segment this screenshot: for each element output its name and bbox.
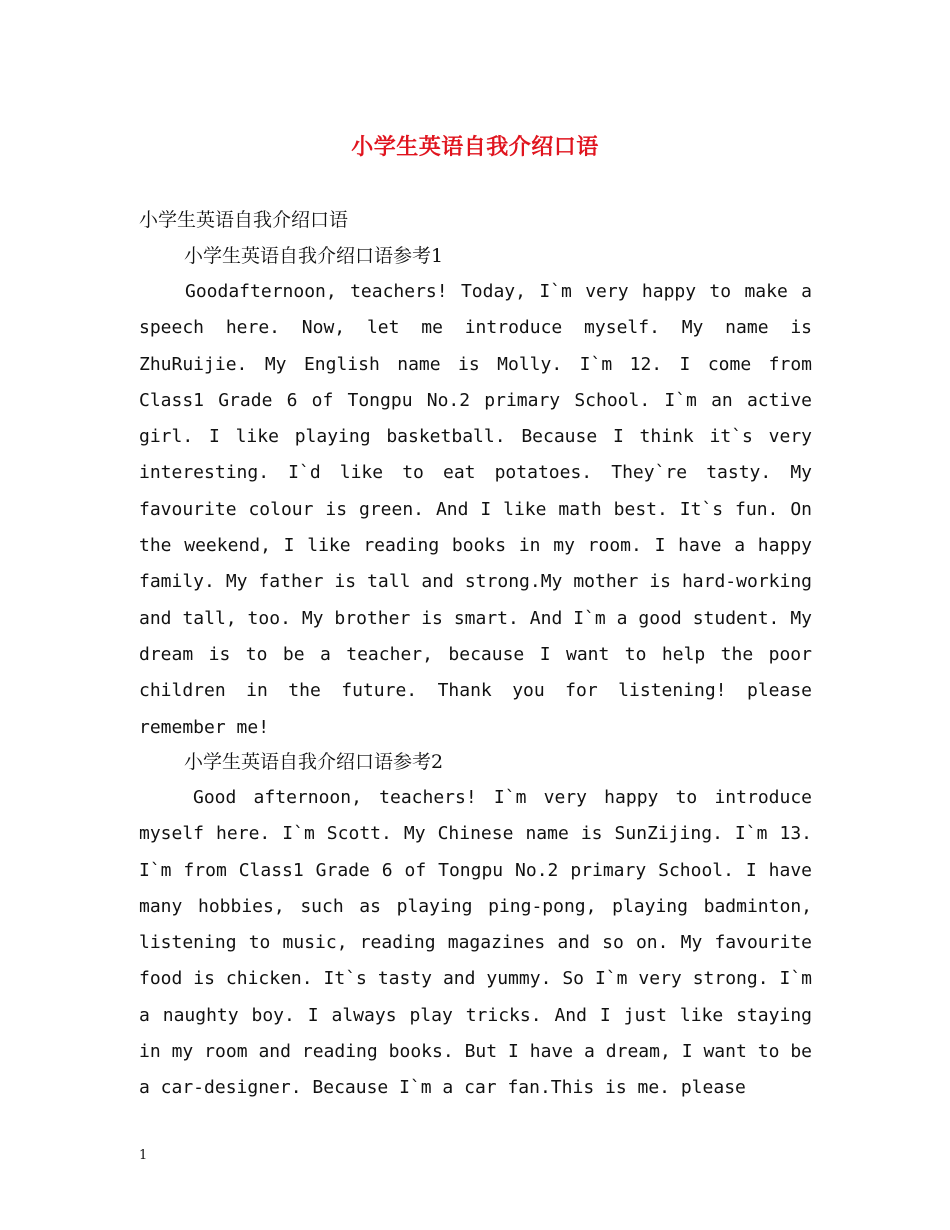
page-number: 1 <box>139 1148 148 1163</box>
section-body-1: Goodafternoon, teachers! Today, I`m very happy to make a speech here. Now, let me introduce myself. My name is ZhuRuijie. My English name is Molly. I`m 12. I come from Class1 Grade 6 of Tongpu No.2 primary School. I`m an active girl. I like playing basketball. Because I think it`s very interesting. I`d like to eat potatoes. They`re tasty. My favourite colour is green. And I like math best. It`s fun. On the weekend, I like reading books in my room. I have a happy family. My father is tall and strong.My mother is hard-working and tall, too. My brother is smart. And I`m a good student. My dream is to be a teacher, because I want to help the poor children in the future. Thank you for listening! please remember me! <box>139 281 812 738</box>
document-subtitle: 小学生英语自我介绍口语 <box>139 209 349 231</box>
section-heading-1: 小学生英语自我介绍口语参考1 <box>184 245 444 267</box>
section-body-2: Good afternoon, teachers! I`m very happy to introduce myself here. I`m Scott. My Chinese name is SunZijing. I`m 13. I`m from Class1 Grade 6 of Tongpu No.2 primary School. I have many hobbies, such as playing ping-pong, playing badminton, listening to music, reading magazines and so on. My favourite food is chicken. It`s tasty and yummy. So I`m very strong. I`m a naughty boy. I always play tricks. And I just like staying in my room and reading books. But I have a dream, I want to be a car-designer. Because I`m a car fan.This is me. please <box>139 787 812 1099</box>
section-heading-2: 小学生英语自我介绍口语参考2 <box>184 751 444 773</box>
document-title: 小学生英语自我介绍口语 <box>351 134 599 160</box>
